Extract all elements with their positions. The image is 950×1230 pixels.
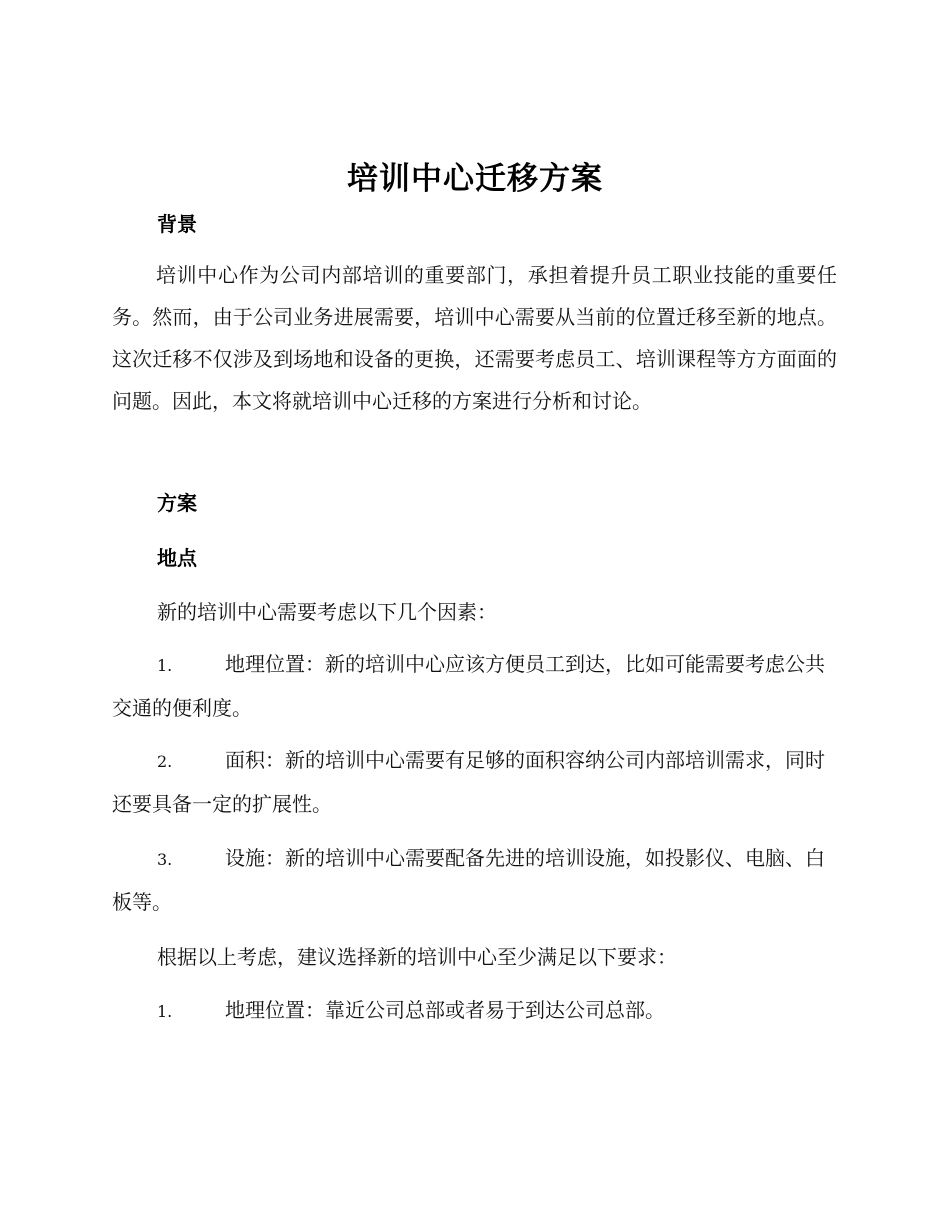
list-item-text: 地理位置：靠近公司总部或者易于到达公司总部。 xyxy=(225,998,665,1022)
location-conclusion: 根据以上考虑，建议选择新的培训中心至少满足以下要求： xyxy=(157,945,677,969)
location-intro: 新的培训中心需要考虑以下几个因素： xyxy=(157,600,497,624)
list-item-text: 面积：新的培训中心需要有足够的面积容纳公司内部培训需求，同时还要具备一定的扩展性。 xyxy=(112,748,825,816)
factor-item-3 xyxy=(112,837,837,923)
background-paragraph: 培训中心作为公司内部培训的重要部门，承担着提升员工职业技能的重要任务。然而，由于公司业务进展需要，培训中心需要从当前的位置迁移至新的地点。这次迁移不仅涉及到场地和设备的更换，还需要考虑员工、培训课程等方方面面的问题。因此，本文将就培训中心迁移的方案进行分析和讨论。 xyxy=(112,263,837,413)
list-item-text: 设施：新的培训中心需要配备先进的培训设施，如投影仪、电脑、白板等。 xyxy=(112,846,825,914)
factor-item-2 xyxy=(112,739,837,825)
list-number: 1. xyxy=(157,656,173,675)
heading-background: 背景 xyxy=(157,212,197,236)
list-number: 2. xyxy=(157,752,173,771)
list-number: 1. xyxy=(157,1002,173,1021)
requirement-item-1 xyxy=(112,989,837,1033)
document-title: 培训中心迁移方案 xyxy=(347,161,603,197)
heading-location: 地点 xyxy=(157,546,197,570)
heading-plan: 方案 xyxy=(157,491,197,515)
list-number: 3. xyxy=(157,850,173,869)
factor-item-1 xyxy=(112,643,837,729)
list-item-text: 地理位置：新的培训中心应该方便员工到达，比如可能需要考虑公共交通的便利度。 xyxy=(112,652,825,720)
